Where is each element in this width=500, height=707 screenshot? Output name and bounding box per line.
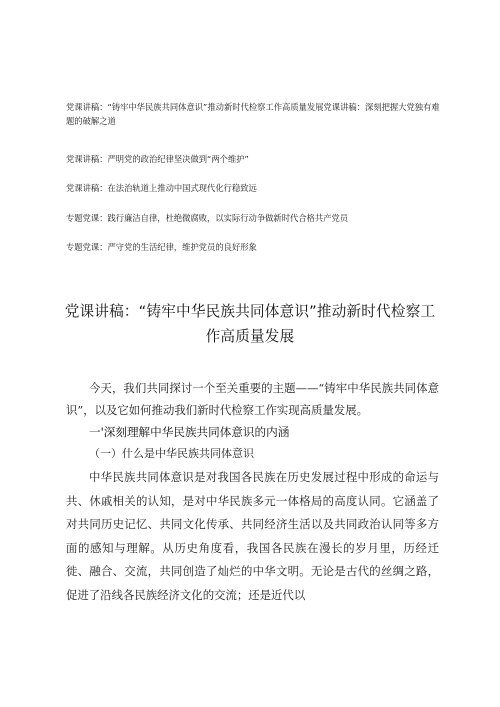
subsection-heading: （一）什么是中华民族共同体意识 [89,447,254,460]
toc-item: 党课讲稿：严明党的政治纪律坚决做到“两个维护” [66,154,249,164]
body-paragraph: 中华民族共同体意识是对我国各民族在历史发展过程中形成的命运与共、休戚相关的认知，是对中华民族多元一体格局的高度认同。它涵盖了对共同历史记忆、共同文化传承、共同经济生活以及共同政治认同等多方面的感知与理解。从历史角度看，我国各民族在漫长的岁月里，历经迁徙、融合、交流，共同创造了灿烂的中华文明。无论是古代的丝绸之路，促进了沿线各民族经济文化的交流；还是近代以 [66,470,439,602]
toc-item: 专题党课：践行廉洁自律，杜绝微腐败，以实际行动争做新时代合格共产党员 [66,213,349,223]
article-title: 党课讲稿：“铸牢中华民族共同体意识”推动新时代检察工作高质量发展 [64,303,436,345]
toc-item: 党课讲稿：“铸牢中华民族共同体意识”推动新时代检察工作高质量发展党课讲稿：深刻把握大党独有难题的破解之道 [66,102,440,126]
toc-item: 党课讲稿：在法治轨道上推动中国式现代化行稳致远 [66,183,257,193]
section-heading: 一'深刻理解中华民族共同体意识的内涵 [89,425,290,439]
toc-item: 专题党课：严守党的生活纪律，维护党员的良好形象 [66,242,257,252]
intro-paragraph: 今天，我们共同探讨一个至关重要的主题——“铸牢中华民族共同体意识”，以及它如何推动我们新时代检察工作实现高质量发展。 [66,381,439,417]
